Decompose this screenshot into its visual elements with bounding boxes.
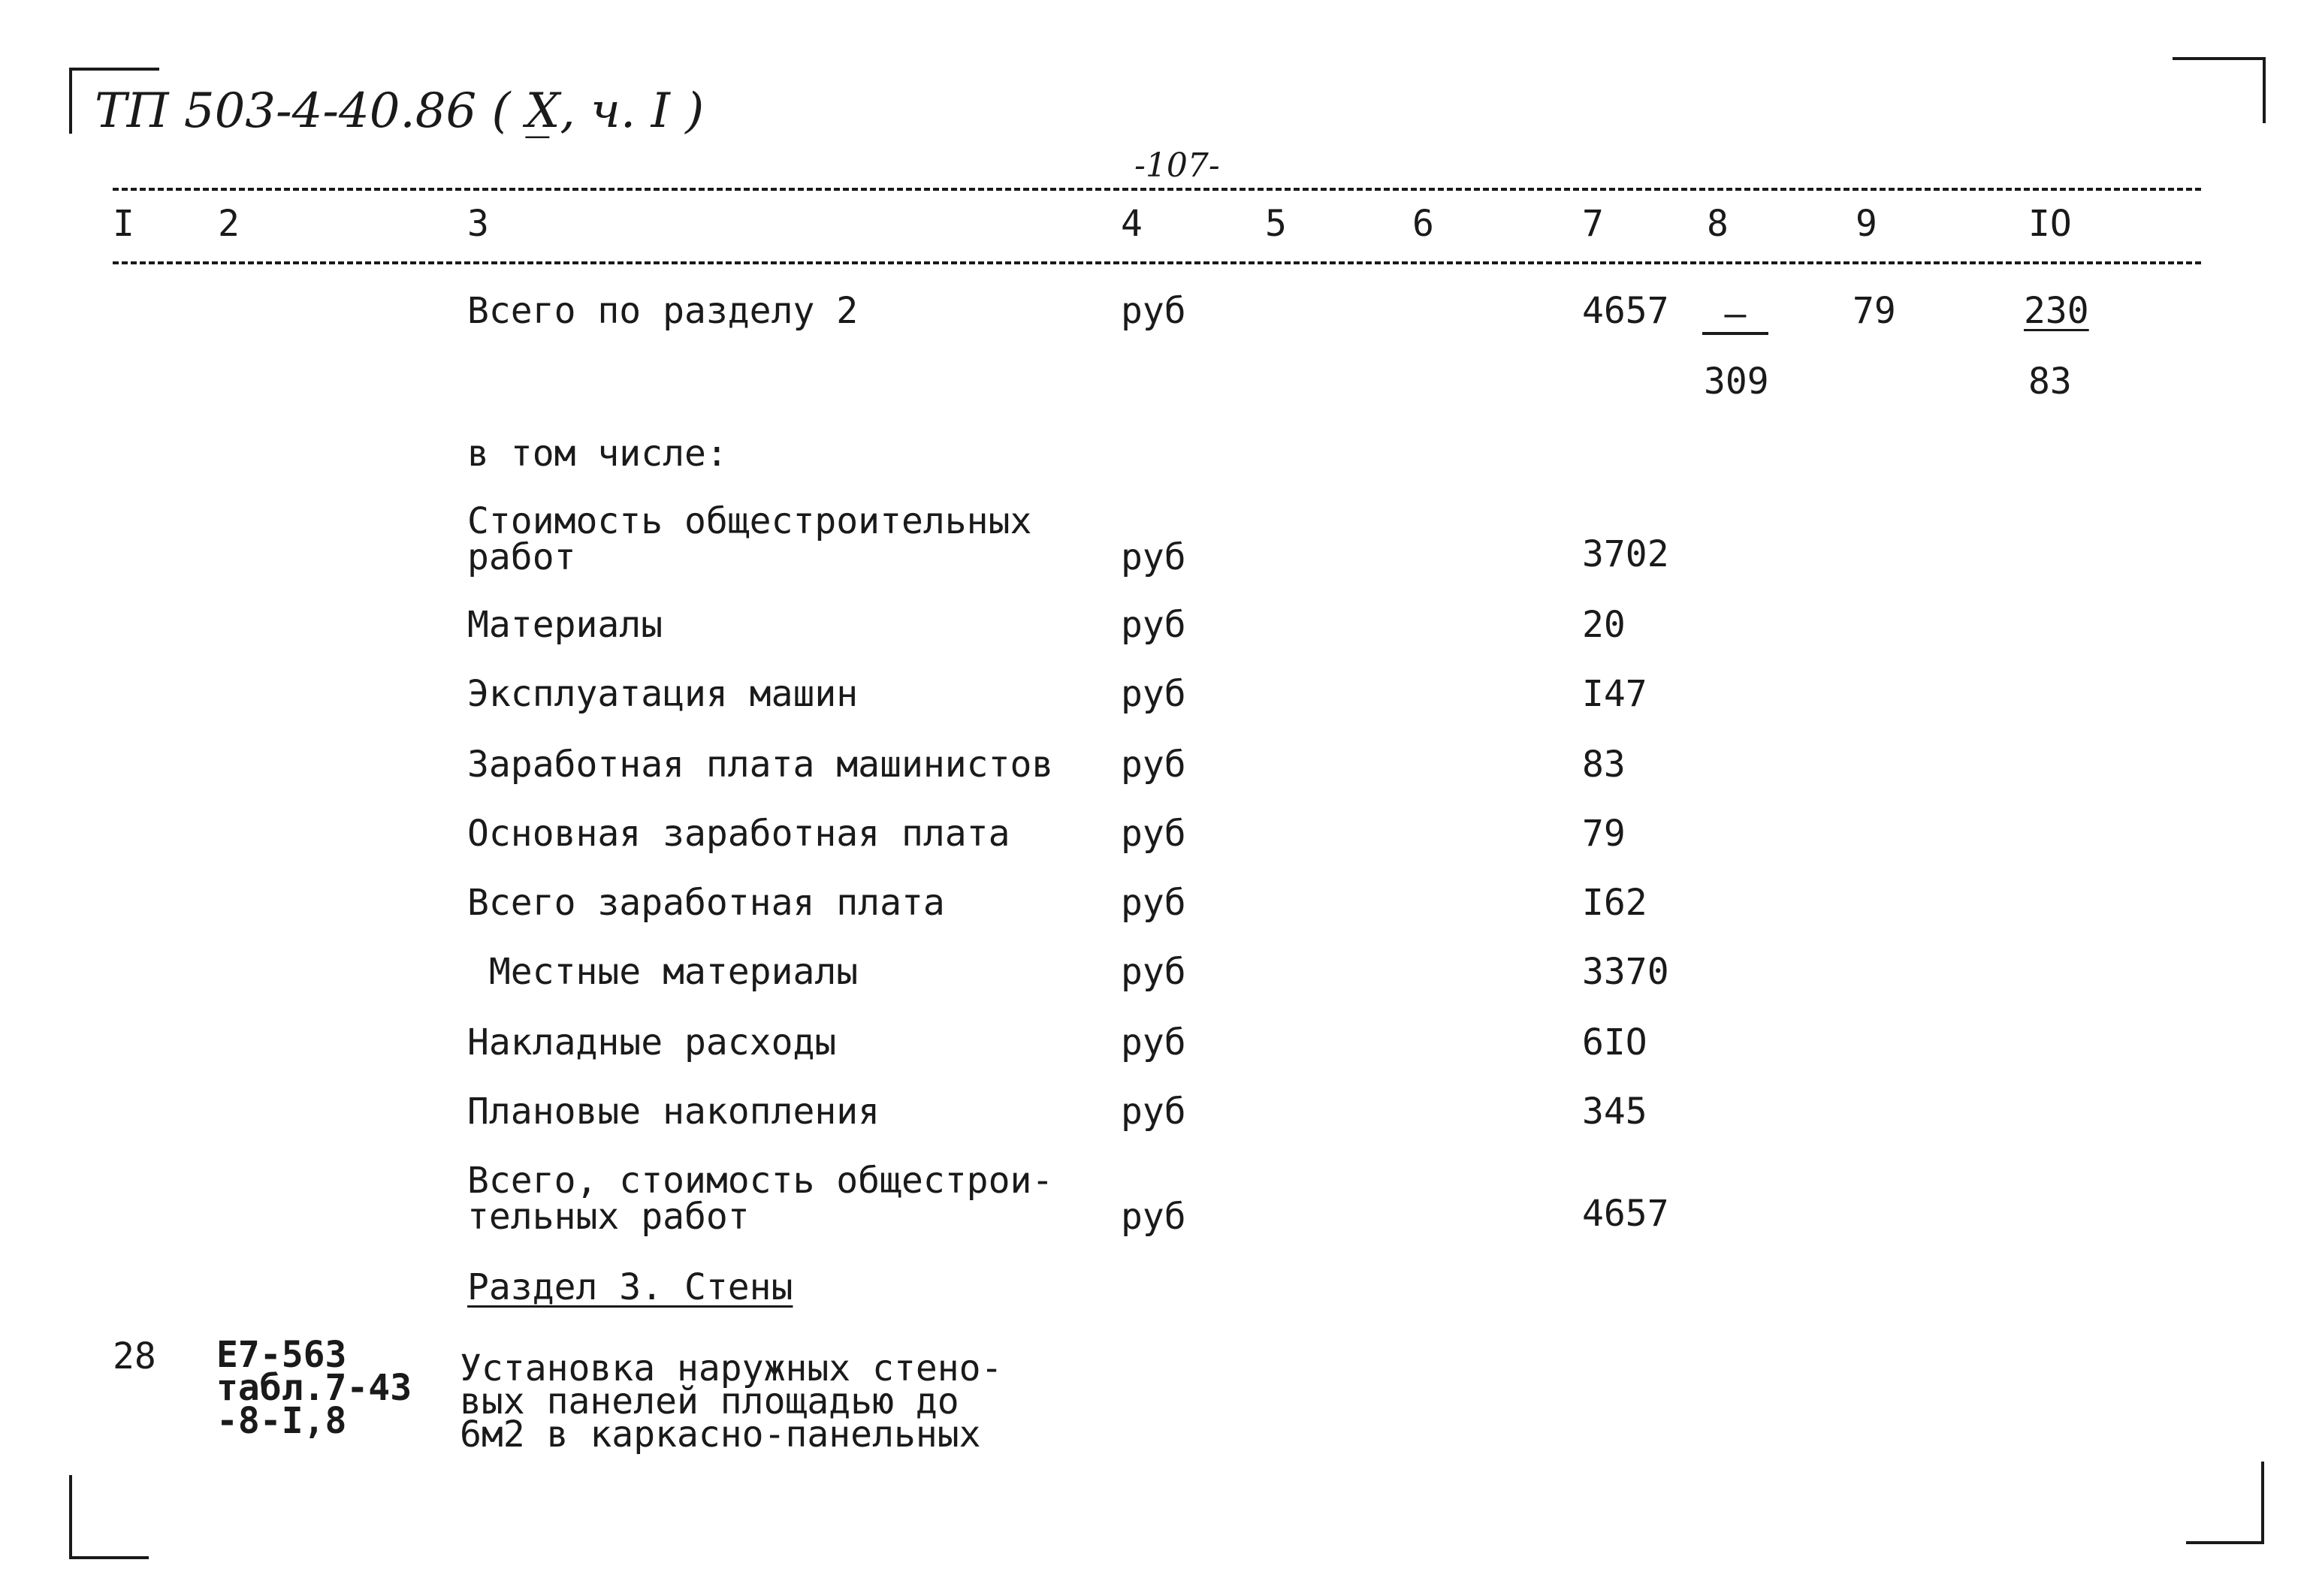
row-value-col7: 3370	[1582, 951, 1669, 993]
row-value-col7: 345	[1582, 1091, 1647, 1133]
entry-description-cont: вых панелей площадью до	[460, 1380, 959, 1423]
corner-mark-bottom-left	[69, 1475, 149, 1559]
row-value-col7: I47	[1582, 673, 1647, 715]
column-number: 6	[1412, 203, 1434, 245]
entry-code-coef: -8-I,8	[216, 1400, 347, 1442]
row-label: Накладные расходы	[467, 1021, 837, 1063]
row-value-col7: 4657	[1582, 1193, 1669, 1235]
entry-number: 28	[113, 1335, 156, 1377]
column-number: 4	[1121, 203, 1143, 245]
row-unit: руб	[1121, 1091, 1186, 1133]
row-unit: руб	[1121, 813, 1186, 855]
row-value-col7: 20	[1582, 604, 1626, 646]
col10-numerator: 230	[2024, 290, 2089, 332]
col8-numerator: –	[1724, 293, 1747, 335]
row-unit: руб	[1121, 882, 1186, 924]
col10-denominator: 83	[2028, 361, 2072, 403]
document-code: ТП 503-4-40.86 ( X̲, ч. I )	[95, 83, 705, 139]
column-number: I	[113, 203, 134, 245]
corner-mark-top-right	[2173, 57, 2266, 123]
corner-mark-top-left-h	[69, 68, 159, 71]
row-label: Местные материалы	[467, 951, 859, 993]
entry-description: Установка наружных стено-	[460, 1347, 1003, 1389]
including-label: в том числе:	[467, 433, 728, 475]
column-number: IO	[2028, 203, 2072, 245]
row-unit: руб	[1121, 1196, 1186, 1238]
row-value-col7: 4657	[1582, 290, 1669, 332]
table-header-rule-top	[113, 188, 2201, 191]
entry-code-table: табл.7-43	[216, 1367, 412, 1409]
row-label-cont: работ	[467, 536, 576, 578]
row-unit: руб	[1121, 951, 1186, 993]
row-unit: руб	[1121, 1021, 1186, 1063]
column-number: 3	[467, 203, 489, 245]
row-label: Заработная плата машинистов	[467, 744, 1054, 786]
row-value-col7: I62	[1582, 882, 1647, 924]
row-value-col7: 3702	[1582, 533, 1669, 575]
entry-description-cont: 6м2 в каркасно-панельных	[460, 1413, 981, 1456]
row-label: Материалы	[467, 604, 663, 646]
row-unit: руб	[1121, 604, 1186, 646]
col8-fraction-bar	[1702, 332, 1768, 335]
row-label: Стоимость общестроительных	[467, 500, 1032, 542]
entry-code: Е7-563	[216, 1334, 347, 1376]
row-label: Плановые накопления	[467, 1091, 880, 1133]
row-label-cont: тельных работ	[467, 1196, 750, 1238]
row-unit: руб	[1121, 673, 1186, 715]
row-label: Эксплуатация машин	[467, 673, 859, 715]
column-number: 7	[1582, 203, 1604, 245]
row-unit: руб	[1121, 290, 1186, 332]
col8-denominator: 309	[1704, 361, 1769, 403]
column-number: 9	[1856, 203, 1877, 245]
row-value-col7: 6IO	[1582, 1021, 1647, 1063]
column-number: 5	[1265, 203, 1287, 245]
corner-mark-bottom-right	[2186, 1462, 2264, 1544]
row-value-col7: 83	[1582, 744, 1626, 786]
column-number: 8	[1707, 203, 1729, 245]
table-header-rule-bottom	[113, 261, 2201, 264]
row-value-col7: 79	[1582, 813, 1626, 855]
row-value-col9: 79	[1853, 290, 1896, 332]
row-label: Всего, стоимость общестрои-	[467, 1160, 1054, 1202]
row-unit: руб	[1121, 744, 1186, 786]
column-number: 2	[218, 203, 240, 245]
row-label: Всего заработная плата	[467, 882, 945, 924]
page-number: -107-	[1134, 146, 1220, 185]
row-label: Основная заработная плата	[467, 813, 1010, 855]
section-title: Раздел 3. Стены	[467, 1266, 793, 1308]
row-unit: руб	[1121, 536, 1186, 578]
corner-mark-top-left	[69, 68, 72, 134]
row-label: Всего по разделу 2	[467, 290, 859, 332]
